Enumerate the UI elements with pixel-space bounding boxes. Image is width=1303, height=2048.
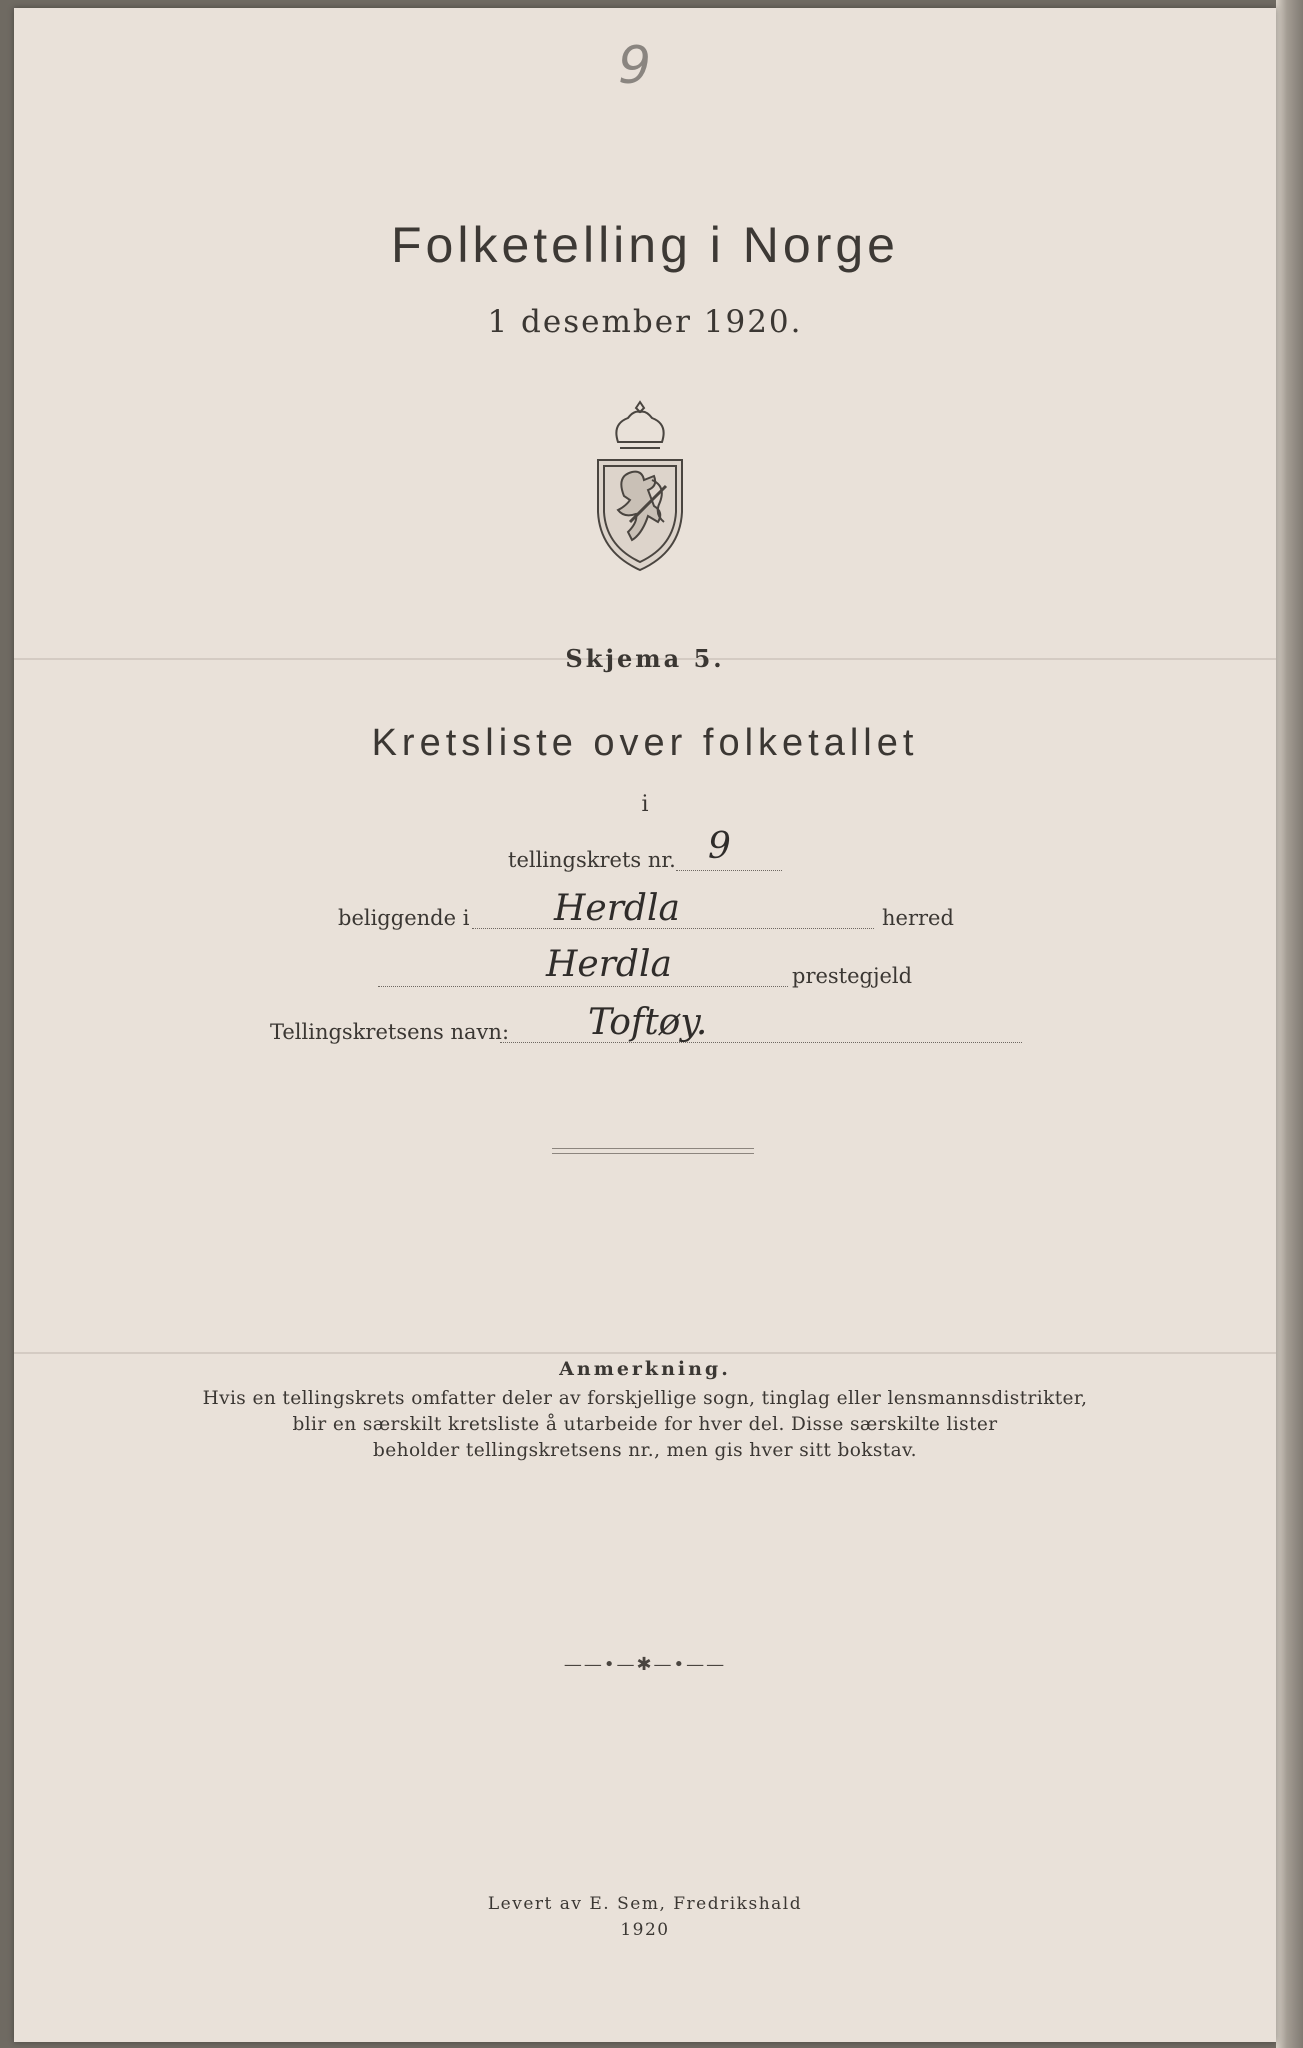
connector-word: i <box>641 792 649 817</box>
ornament-divider: ——•—✱—•—— <box>563 1654 727 1675</box>
note-line-2: blir en særskilt kretsliste å utarbeide for hver del. Disse særskilte lister <box>292 1414 998 1435</box>
prestegjeld-value: Herdla <box>546 944 672 985</box>
pencil-page-number: 9 <box>618 36 652 96</box>
prestegjeld-label: prestegjeld <box>792 964 913 988</box>
prestegjeld-line <box>378 986 788 987</box>
note-line-1: Hvis en tellingskrets omfatter deler av forskjellige sogn, tinglag eller lensmannsdistrikter, <box>202 1388 1088 1409</box>
located-in-label: beliggende i <box>338 906 470 930</box>
fold-line-lower <box>14 1352 1276 1354</box>
printer-credit: Levert av E. Sem, Fredrikshald <box>487 1894 803 1914</box>
note-heading: Anmerkning. <box>559 1358 731 1380</box>
norwegian-coat-of-arms-icon <box>590 400 690 576</box>
krets-number-value: 9 <box>708 826 731 867</box>
note-line-3: beholder tellingskretsens nr., men gis hver sitt bokstav. <box>373 1440 917 1461</box>
document-title: Folketelling i Norge <box>391 217 899 273</box>
district-name-label: Tellingskretsens navn: <box>270 1020 510 1044</box>
schema-number: Skjema 5. <box>565 644 725 673</box>
krets-number-line <box>676 870 782 871</box>
separator-rule-lower <box>552 1153 754 1154</box>
census-form-page <box>14 8 1276 2042</box>
district-name-value: Toftøy. <box>588 1002 708 1043</box>
printer-year: 1920 <box>620 1920 670 1940</box>
document-date: 1 desember 1920. <box>487 304 803 340</box>
separator-rule <box>552 1148 754 1149</box>
form-heading: Kretsliste over folketallet <box>371 722 919 764</box>
herred-label: herred <box>882 906 954 930</box>
page-edge <box>1276 0 1303 2048</box>
district-name-line <box>500 1042 1022 1043</box>
herred-value: Herdla <box>554 888 680 929</box>
krets-number-label: tellingskrets nr. <box>508 848 676 872</box>
